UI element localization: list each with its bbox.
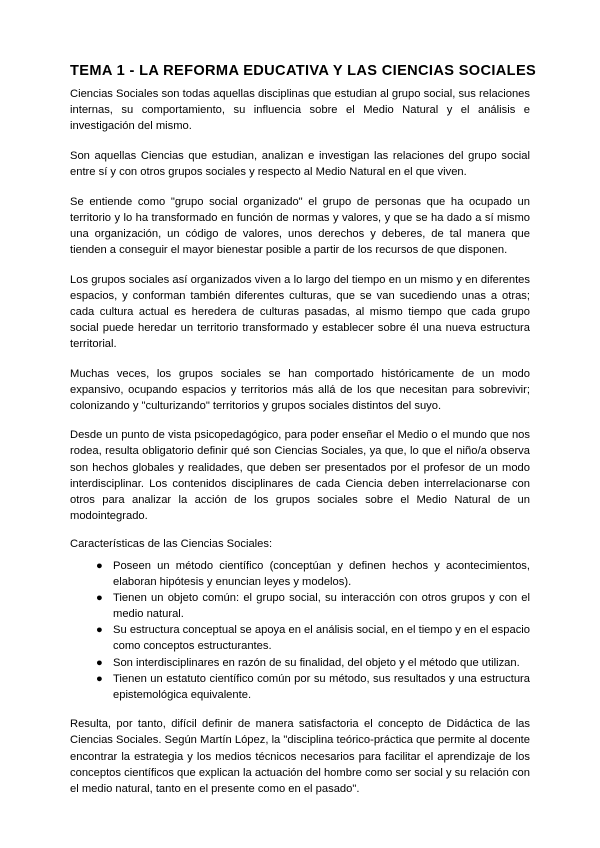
list-item	[70, 671, 530, 703]
bullet-icon: ●	[96, 672, 103, 685]
bullet-icon: ●	[96, 624, 103, 637]
body-paragraph-2: Son aquellas Ciencias que estudian, analizan e investigan las relaciones del grupo social entre sí y con otros grupos sociales y respecto al Medio Natural en el que viven.	[70, 150, 530, 179]
list-item-label: Poseen un método científico (conceptúan y definen hechos y acontecimientos, elaboran hipótesis y enuncian leyes y modelos).	[113, 559, 530, 589]
list-item	[70, 622, 530, 654]
body-paragraph-6: Desde un punto de vista psicopedagógico, para poder enseñar el Medio o el mundo que nos rodea, resulta obligatorio definir qué son Ciencias Sociales, ya que, lo que el niño/a observa son hechos globales y realidades, que deben ser presentados por el profesor de un modo interdisciplinar. Los contenidos disciplinares de cada Ciencia deben interrelacionarse con otros para analizar la acción de los grupos sociales sobre el Medio Natural de un modointegrado.	[70, 429, 530, 522]
list-lead-in: Características de las Ciencias Sociales:	[70, 537, 273, 550]
list-item	[70, 655, 530, 671]
list-item	[70, 590, 530, 622]
page-title: TEMA 1 - LA REFORMA EDUCATIVA Y LAS CIENCIAS SOCIALES	[70, 63, 537, 79]
list-item	[70, 558, 530, 590]
body-paragraph-1: Ciencias Sociales son todas aquellas disciplinas que estudian al grupo social, sus relaciones internas, su comportamiento, su influencia sobre el Medio Natural y el análisis e investigación del mismo.	[70, 88, 530, 133]
closing-paragraph: Resulta, por tanto, difícil definir de manera satisfactoria el concepto de Didáctica de las Ciencias Sociales. Según Martín López, la "disciplina teórico-práctica que permite al docente encontrar la estrategia y los medios técnicos necesarios para facilitar el aprendizaje de los conceptos científicos que explican la actuación del hombre como ser social y su relación con el medio natural, tanto en el presente como en el pasado".	[70, 718, 530, 795]
characteristics-list	[70, 558, 530, 703]
bullet-icon: ●	[96, 559, 103, 572]
bullet-icon: ●	[96, 656, 103, 669]
body-paragraph-4: Los grupos sociales así organizados viven a lo largo del tiempo en un mismo y en diferentes espacios, y conforman también diferentes culturas, que se van sucediendo unas a otras; cada cultura actual es heredera de culturas pasadas, al mismo tiempo que cada grupo social puede heredar un territorio transformado y establecer sobre él una nueva estructura territorial.	[70, 273, 530, 350]
list-item-label: Tienen un estatuto científico común por su método, sus resultados y una estructura epistemológica equivalente.	[113, 672, 530, 701]
bullet-icon: ●	[96, 592, 103, 605]
list-item-label: Su estructura conceptual se apoya en el análisis social, en el tiempo y en el espacio como conceptos estructurantes.	[113, 624, 530, 653]
body-paragraph-3: Se entiende como "grupo social organizado" el grupo de personas que ha ocupado un territorio y lo ha transformado en función de normas y valores, y que se ha dado a sí mismo una organización, un código de valores, unos derechos y deberes, de tal manera que tienden a conseguir el mayor bienestar posible a partir de los recursos de que disponen.	[70, 195, 530, 256]
body-paragraph-5: Muchas veces, los grupos sociales se han comportado históricamente de un modo expansivo, ocupando espacios y territorios más allá de los que necesitan para sobrevivir; colonizando y "culturizando" territorios y grupos sociales distintos del suyo.	[70, 367, 530, 412]
list-item-label: Son interdisciplinares en razón de su finalidad, del objeto y el método que utilizan.	[113, 656, 520, 669]
list-item-label: Tienen un objeto común: el grupo social, su interacción con otros grupos y con el medio natural.	[113, 592, 530, 621]
